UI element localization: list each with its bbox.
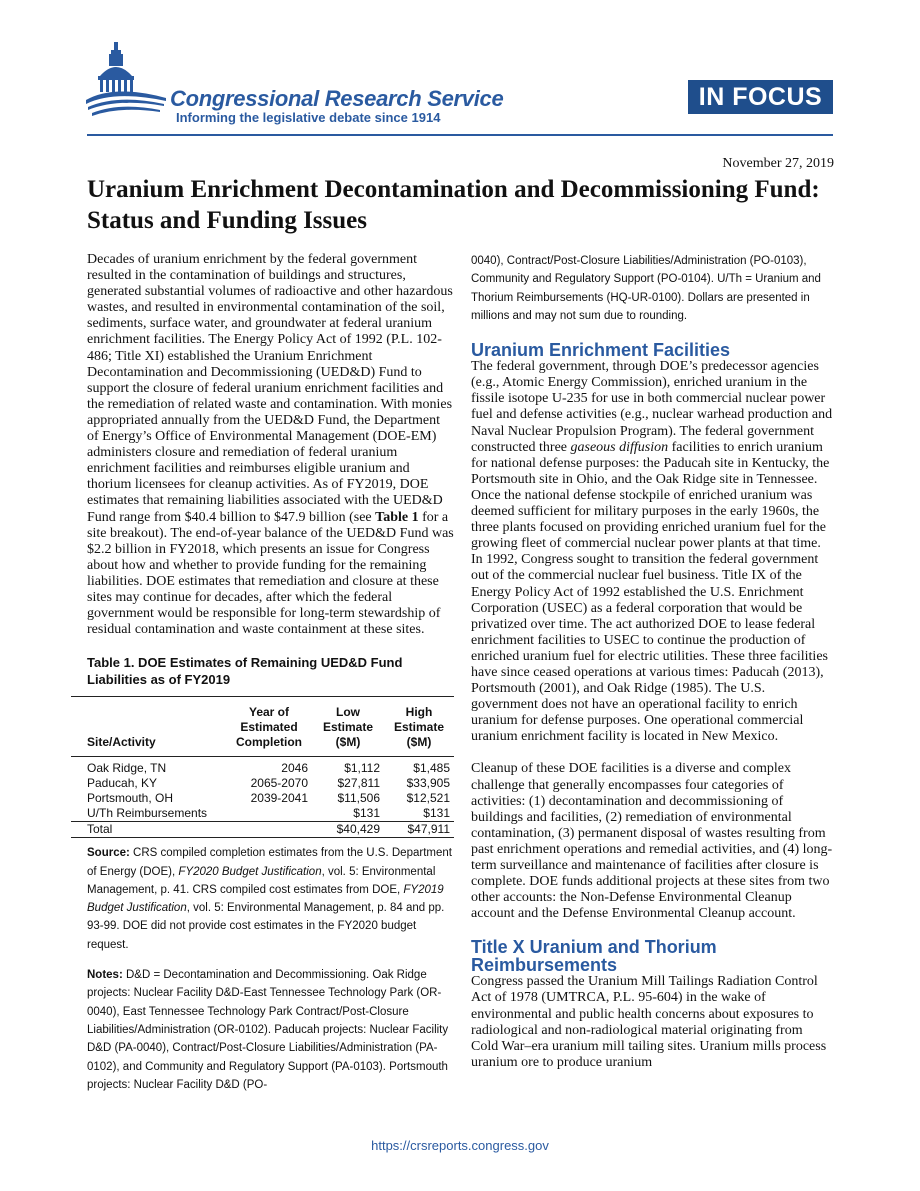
org-name: Congressional Research Service [170,86,504,111]
body-paragraph: Cleanup of these DOE facilities is a diverse and complex challenge that generally encompasses four categories of activities: (1) decontamination and decommissioning of buildings and facilities, (2) remediation of environmental contamination, (3) permanent disposal of wastes resulting from past enrichment operations and remedial activities, and (4) long-term surveillance and maintenance of facilities after closure is complete. DOE funds additional projects at these sites from two other accounts: the Non-Defense Environmental Cleanup account and the Defense Environmental Cleanup account. [471,761,833,922]
column-header: Site/Activity [71,705,226,757]
table-row: Oak Ridge, TN 2046 $1,112 $1,485 [87,761,450,776]
header-rule [87,134,833,136]
left-column [87,252,454,1094]
report-header [0,0,920,140]
right-column [471,252,833,1087]
section-heading: Title X Uranium and Thorium Reimbursements [471,937,717,976]
table-title: Table 1. DOE Estimates of Remaining UED&D Fund Liabilities as of FY2019 [87,655,403,688]
body-paragraph: The federal government, through DOE’s predecessor agencies (e.g., Atomic Energy Commission), enriched uranium in the fissile isotope U-235 for use in both commercial nuclear power fuel and defense activities (e.g., nuclear warhead production and Naval Nuclear Propulsion Program). The federal government constructed three gaseous diffusion facilities to enrich uranium for national defense purposes: the Paducah site in Kentucky, the Portsmouth site in Ohio, and the Oak Ridge site in Tennessee. Once the national defense stockpile of enriched uranium was deemed sufficient for military purposes in the early 1960s, the three plants focused on providing enriched uranium fuel for the growing fleet of commercial nuclear power plants at that time. In 1992, Congress sought to transition the federal government out of the commercial nuclear fuel business. Title IX of the Energy Policy Act of 1992 established the U.S. Enrichment Corporation (USEC) as a federal corporation that would be privatized over time. The act authorized DOE to lease federal enrichment facilities to USEC to continue the production of enriched uranium fuel for electric utilities. These three facilities have since ceased operations at various times: Paducah (2013), Portsmouth (2001), and Oak Ridge (1985). The U.S. government does not have an operational facility to enrich uranium for defense purposes. One operational commercial uranium enrichment facility is located in New Mexico. [471,359,833,745]
section-heading: Uranium Enrichment Facilities [471,340,731,361]
table-row: Paducah, KY 2065-2070 $27,811 $33,905 [87,776,450,791]
body-paragraph: Congress passed the Uranium Mill Tailings Radiation Control Act of 1978 (UMTRCA, P.L. 95-604) in the wake of environmental and public health concerns about exposures to radiological and non-radiological material originating from Cold War–era uranium mill tailing sites. Uranium mills process uranium ore to produce uranium [471,974,827,1070]
org-tagline: Informing the legislative debate since 1914 [176,110,441,125]
in-focus-badge: IN FOCUS [688,80,833,114]
column-header: High Estimate ($M) [384,705,454,757]
column-header: Low Estimate ($M) [312,705,384,757]
page-title: Uranium Enrichment Decontamination and Decommissioning Fund: Status and Funding Issues [87,176,820,234]
intro-paragraph: Decades of uranium enrichment by the federal government resulted in the contamination of buildings and structures, generated substantial volumes of radioactive and other hazardous wastes, and resulted in environmental contamination of the soil, sediments, surface water, and groundwater at federal uranium enrichment facilities. The Energy Policy Act of 1992 (P.L. 102-486; Title XI) established the Uranium Enrichment Decontamination and Decommissioning (UED&D) Fund to support the closure of federal uranium enrichment facilities and the remediation of related waste and contamination. With monies appropriated annually from the UED&D Fund, the Department of Energy’s Office of Environmental Management (DOE-EM) administers closure and remediation of federal uranium enrichment facilities and reimburses eligible uranium and thorium licensees for cleanup activities. As of FY2019, DOE estimates that remaining liabilities associated with the UED&D Fund range from $40.4 billion to $47.9 billion (see Table 1 for a site breakout). The end-of-year balance of the UED&D Fund was $2.2 billion in FY2018, which presents an issue for Congress about how and whether to provide funding for the remaining liabilities. DOE estimates that remediation and closure at these sites may continue for decades, after which the federal government would be responsible for long-term stewardship of residual contamination and waste containment at these sites. [87,252,454,638]
table-reference: Table 1 [375,509,419,525]
table-row: Portsmouth, OH 2039-2041 $11,506 $12,521 [87,791,450,806]
table-total-row: Total $40,429 $47,911 [71,822,454,838]
table-notes: Notes: D&D = Decontamination and Decommissioning. Oak Ridge projects: Nuclear Facility D&D-East Tennessee Technology Park (OR-0040), East Tennessee Technology Park Contract/Post-Closure Liabilities/Administration (OR-0102). Paducah projects: Nuclear Facility D&D (PA-0040), Contract/Post-Closure Liabilities/Administration (PA-0102), and Community and Regulatory Support (PA-0103). Portsmouth projects: Nuclear Facility D&D (PO- [87,969,449,1091]
table-notes-continued: 0040), Contract/Post-Closure Liabilities/Administration (PO-0103), Community and Regulatory Support (PO-0104). U/Th = Uranium and Thorium Reimbursements (HQ-UR-0100). Dollars are presented in millions and may not sum due to rounding. [471,255,821,322]
liabilities-table [71,696,454,838]
footer-url[interactable]: https://crsreports.congress.gov [371,1138,549,1153]
column-header: Year of Estimated Completion [226,705,312,757]
capitol-dome-icon [84,40,166,120]
report-date: November 27, 2019 [722,156,834,171]
table-source: Source: CRS compiled completion estimates from the U.S. Department of Energy (DOE), FY2020 Budget Justification, vol. 5: Environmental Management, p. 41. CRS compiled cost estimates from DOE, FY2019 Budget Justification, vol. 5: Environmental Management, p. 84 and pp. 93-99. DOE did not provide cost estimates in the FY2020 budget request. [87,847,452,951]
table-row: U/Th Reimbursements $131 $131 [87,806,450,821]
